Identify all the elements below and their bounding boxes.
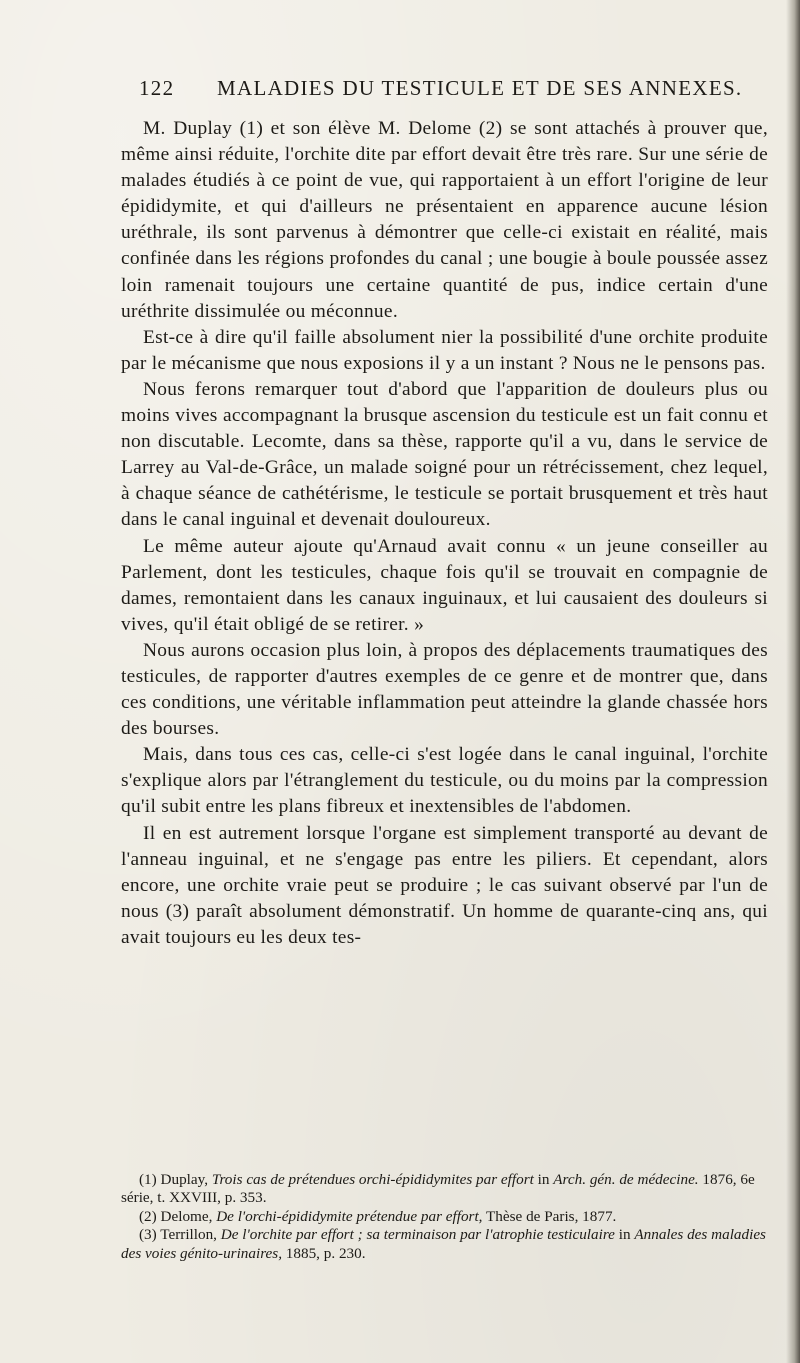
paragraph: M. Duplay (1) et son élève M. Delome (2) se sont attachés à prouver que, même ainsi réduite, l'orchite dite par effort devait être très rare. Sur une série de malades étudiés à ce point de vue, qui rapportaient à un effort l'origine de leur épididymite, et qui d'ailleurs ne présentaient en apparence aucune lésion uréthrale, ils sont parvenus à démontrer que celle-ci existait en réalité, mais confinée dans les régions profondes du canal ; une bougie à boule poussée assez loin ramenait toujours une certaine quantité de pus, indice certain d'une uréthrite dissimulée ou méconnue. [121, 118, 768, 322]
footnote-author: Delome, [160, 1207, 213, 1225]
paragraph: Mais, dans tous ces cas, celle-ci s'est logée dans le canal inguinal, l'orchite s'explique alors par l'étranglement du testicule, ou du moins par la compression qu'il subit entre les plans fibreux et inextensibles de l'abdomen. [121, 744, 768, 818]
footnote [121, 1208, 768, 1226]
footnotes [121, 1171, 768, 1263]
paragraph: Nous aurons occasion plus loin, à propos des déplacements traumatiques des testicules, de rapporter d'autres exemples de ce genre et de montrer que, dans ces conditions, une véritable inflammation peut atteindre la glande chassée hors des bourses. [121, 639, 768, 740]
footnote-middle: in [618, 1226, 631, 1244]
footnote-middle: in [537, 1171, 550, 1188]
footnote-source: Annales des maladies des voies génito-urinaires, [121, 1226, 766, 1262]
footnote-title: De l'orchite par effort ; sa terminaison par l'atrophie testiculaire [220, 1226, 615, 1244]
footnote-source: Arch. gén. de médecine. [553, 1171, 699, 1188]
footnote-marker: (1) [139, 1171, 157, 1188]
footnote-author: Terrillon, [160, 1226, 217, 1244]
footnote-title: De l'orchi-épididymite prétendue par effort, [216, 1207, 483, 1225]
footnote [121, 1226, 768, 1263]
paragraph: Nous ferons remarquer tout d'abord que l'apparition de douleurs plus ou moins vives accompagnant la brusque ascension du testicule est un fait connu et non discutable. Lecomte, dans sa thèse, rapporte qu'il a vu, dans le service de Larrey au Val-de-Grâce, un malade soigné pour un rétrécissement, chez lequel, à chaque séance de cathétérisme, le testicule se portait brusquement et très haut dans le canal inguinal et devenait douloureux. [121, 378, 768, 531]
page-edge-shadow [786, 0, 800, 1363]
footnote-title: Trois cas de prétendues orchi-épididymites par effort [211, 1171, 534, 1188]
body-text [121, 116, 768, 951]
paragraph: Est-ce à dire qu'il faille absolument nier la possibilité d'une orchite produite par le mécanisme que nous exposions il y a un instant ? Nous ne le pensons pas. [121, 326, 768, 374]
paragraph: Le même auteur ajoute qu'Arnaud avait connu « un jeune conseiller au Parlement, dont les testicules, chaque fois qu'il se trouvait en compagnie de dames, remontaient dans les canaux inguinaux, et lui causaient des douleurs si vives, qu'il était obligé de se retirer. » [121, 535, 768, 635]
paragraph: Il en est autrement lorsque l'organe est simplement transporté au devant de l'anneau inguinal, et ne s'engage pas entre les piliers. Et cependant, alors encore, une orchite vraie peut se produire ; le cas suivant observé par l'un de nous (3) paraît absolument démonstratif. Un homme de quarante-cinq ans, qui avait toujours eu les deux tes- [121, 822, 768, 948]
running-title: MALADIES DU TESTICULE ET DE SES ANNEXES. [217, 76, 743, 100]
footnote-details: 1876, 6e série, t. XXVIII, p. 353. [121, 1171, 755, 1207]
running-head [139, 76, 767, 106]
footnote-marker: (3) [139, 1226, 157, 1244]
footnote-details: 1885, p. 230. [285, 1244, 366, 1262]
footnote-marker: (2) [139, 1207, 157, 1225]
footnote [121, 1171, 768, 1208]
page-number: 122 [139, 76, 175, 100]
footnote-author: Duplay, [160, 1171, 209, 1188]
footnote-details: Thèse de Paris, 1877. [486, 1207, 617, 1225]
